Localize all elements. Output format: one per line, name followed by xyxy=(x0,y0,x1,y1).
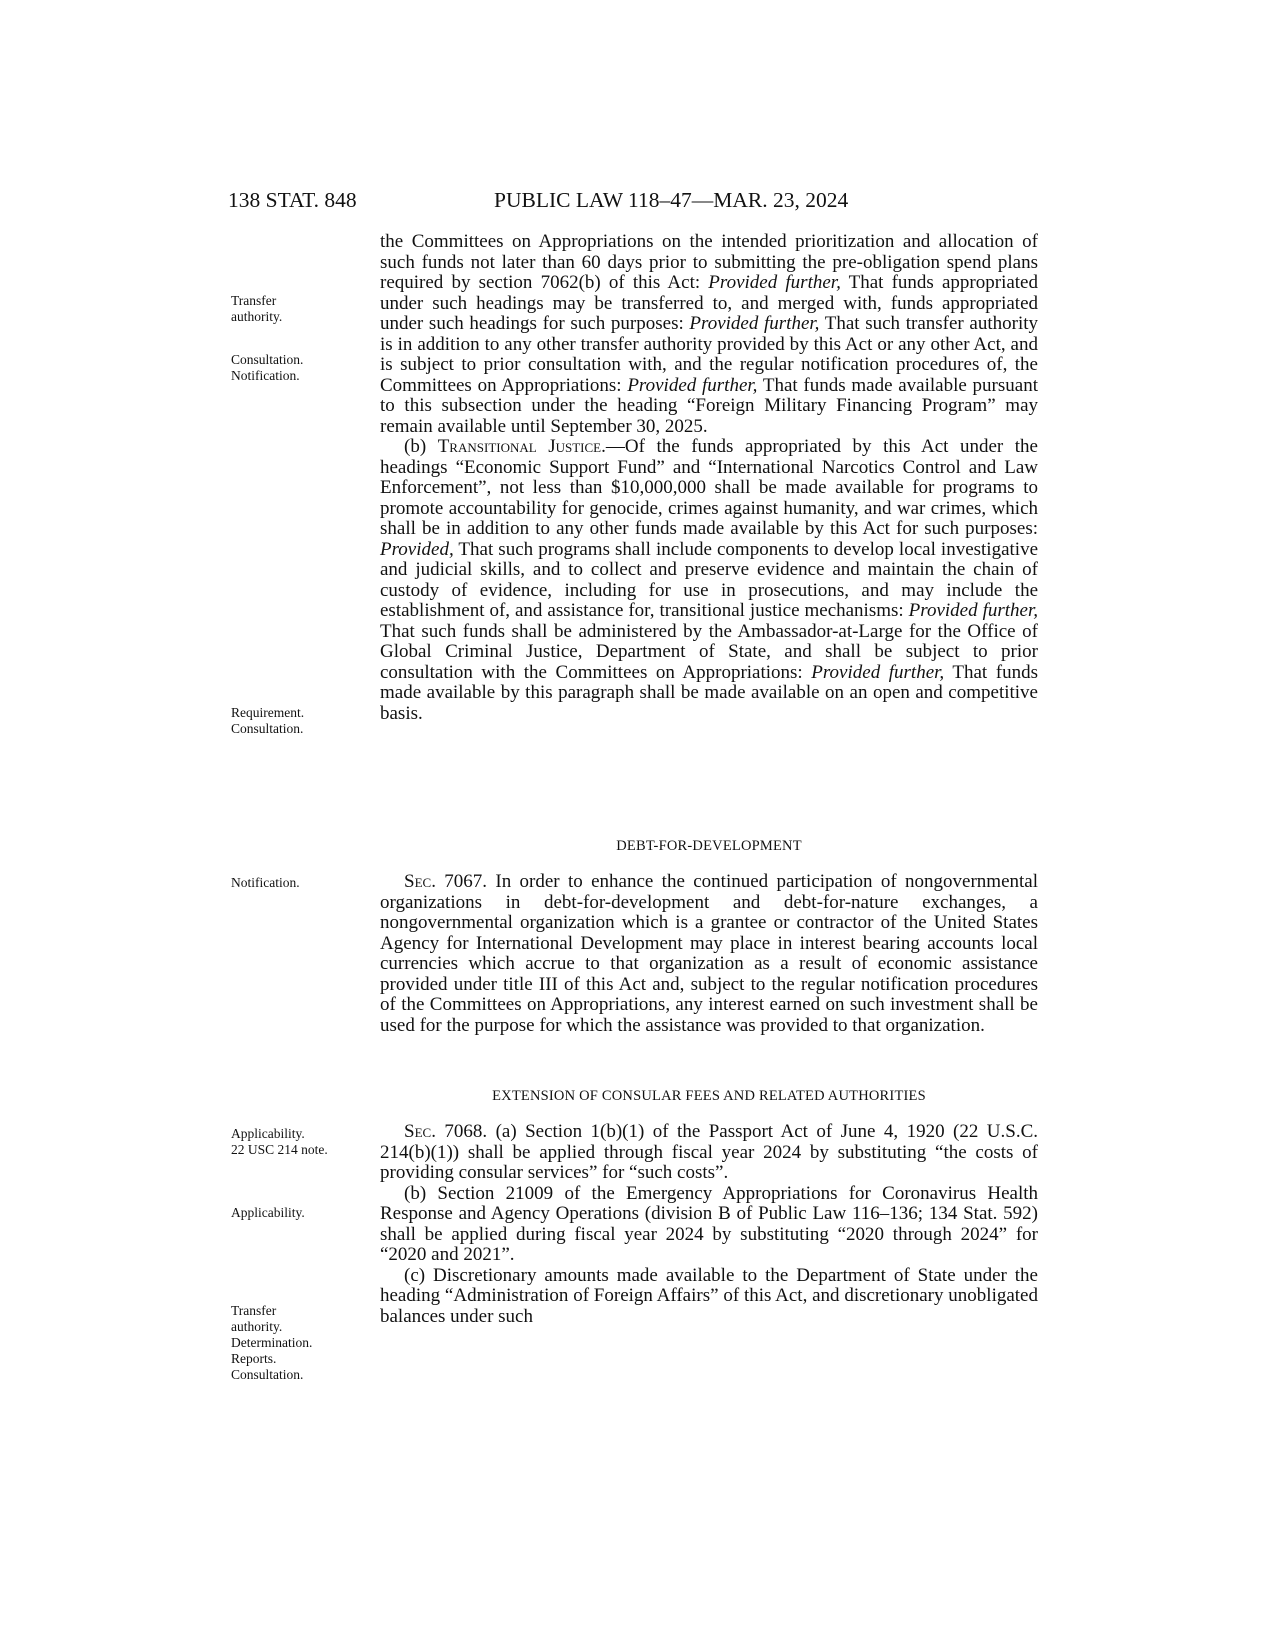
margin-note-line: Transfer xyxy=(231,293,277,308)
section-heading-consular-fees: EXTENSION OF CONSULAR FEES AND RELATED AUTHORITIES xyxy=(492,1088,926,1104)
paragraph-continuation xyxy=(380,232,1038,437)
margin-note-notification xyxy=(231,875,300,891)
page-header xyxy=(228,188,1008,220)
paragraph-transitional-justice xyxy=(380,437,1038,724)
text-run: .—Of the funds appropriated by this Act under the headings “Economic Support Fund” and “International Narcotics Control and Law Enforcement”, not less than $10,000,000 shall be made available for programs to promote accountability for genocide, crimes against humanity, and war crimes, which shall be in addition to any other funds made available by this Act for such purposes: xyxy=(380,436,1038,539)
margin-note-line: Determination. xyxy=(231,1335,313,1350)
text-run: That funds made available pursuant to this subsection under the heading “Foreign Military Financing Program” may remain available until September 30, 2025. xyxy=(380,374,1038,437)
proviso: Provided further, xyxy=(811,661,945,683)
margin-note-line: authority. xyxy=(231,309,283,324)
proviso: Provided further, xyxy=(689,313,820,334)
main-text-block-3 xyxy=(380,1122,1038,1327)
section-heading-debt-for-development: DEBT-FOR-DEVELOPMENT xyxy=(616,838,802,854)
margin-note-line: Requirement. xyxy=(231,705,305,720)
margin-note-applicability-usc xyxy=(231,1126,328,1158)
margin-note-line: Applicability. xyxy=(231,1205,305,1220)
margin-note-line: Notification. xyxy=(231,875,300,890)
margin-note-consultation-notification xyxy=(231,352,303,384)
main-text-block-2 xyxy=(380,872,1038,1036)
text-run: That funds appropriated under such headings may be transferred to, and merged with, funds appropriated under such headings for such purposes: xyxy=(380,272,1038,334)
text-run: the Committees on Appropriations on the intended prioritization and allocation of such funds not later than 60 days prior to submitting the pre-obligation spend plans required by section 7062(b) of this Act: xyxy=(380,231,1038,293)
proviso: Provided, xyxy=(380,538,454,560)
margin-note-line: 22 USC 214 note. xyxy=(231,1142,328,1157)
margin-note-requirement-consultation xyxy=(231,705,304,737)
text-run: That such transfer authority is in addition to any other transfer authority provided by this Act or any other Act, and is subject to prior consultation with, and the regular notification procedures of, the Committees on Appropriations: xyxy=(380,313,1038,396)
proviso: Provided further, xyxy=(908,600,1038,621)
text-run: That such funds shall be administered by the Ambassador-at-Large for the Office of Global Criminal Justice, Department of State, and shall be subject to prior consultation with the Committees on Appropriations: xyxy=(380,620,1038,683)
text-run: . 7068. (a) Section 1(b)(1) of the Passport Act of June 4, 1920 (22 U.S.C. 214(b)(1)) shall be applied through fiscal year 2024 by substituting “the costs of providing consular services” for “such costs”. xyxy=(380,1121,1038,1183)
subsection-caption: Transitional Justice xyxy=(437,436,602,457)
margin-note-line: Transfer xyxy=(231,1303,277,1318)
section-label: Sec xyxy=(404,871,432,892)
margin-note-line: Consultation. xyxy=(231,352,304,367)
paragraph-sec-7068-c: (c) Discretionary amounts made available to the Department of State under the heading “Administration of Foreign Affairs” of this Act, and discretionary unobligated balances under such xyxy=(380,1264,1038,1327)
margin-note-line: authority. xyxy=(231,1319,283,1334)
proviso: Provided further, xyxy=(627,374,758,396)
paragraph-sec-7068-b: (b) Section 21009 of the Emergency Appropriations for Coronavirus Health Response and Agency Operations (division B of Public Law 116–136; 134 Stat. 592) shall be applied during fiscal year 2024 by substituting “2020 through 2024” for “2020 and 2021”. xyxy=(380,1182,1038,1265)
text-run: (b) xyxy=(404,436,438,457)
paragraph-sec-7067 xyxy=(380,872,1038,1036)
text-run: That funds made available by this paragraph shall be made available on an open and competitive basis. xyxy=(380,661,1038,724)
margin-note-line: Consultation. xyxy=(231,721,304,736)
paragraph-sec-7068-a xyxy=(380,1122,1038,1184)
text-run: . 7067. In order to enhance the continued participation of nongovernmental organizations in debt-for-development and debt-for-nature exchanges, a nongovernmental organization which is a grantee or contractor of the United States Agency for International Development may place in interest bearing accounts local currencies which accrue to that organization as a result of economic assistance provided under title III of this Act and, subject to the regular notification procedures of the Committees on Appropriations, any interest earned on such investment shall be used for the purpose for which the assistance was provided to that organization. xyxy=(380,871,1038,1036)
main-text-block-1 xyxy=(380,232,1038,724)
margin-note-transfer-determination xyxy=(231,1303,312,1383)
statute-page-number: 138 STAT. 848 xyxy=(228,188,357,212)
margin-note-applicability xyxy=(231,1205,305,1221)
margin-note-line: Reports. xyxy=(231,1351,277,1366)
margin-note-line: Applicability. xyxy=(231,1126,305,1141)
text-run: That such programs shall include components to develop local investigative and judicial skills, and to collect and preserve evidence and maintain the chain of custody of evidence, including for use in prosecutions, and may include the establishment of, and assistance for, transitional justice mechanisms: xyxy=(380,538,1038,621)
section-label: Sec xyxy=(404,1121,432,1142)
proviso: Provided further, xyxy=(708,272,841,293)
margin-note-line: Notification. xyxy=(231,368,300,383)
margin-note-line: Consultation. xyxy=(231,1367,304,1382)
public-law-title: PUBLIC LAW 118–47—MAR. 23, 2024 xyxy=(494,188,849,212)
margin-note-transfer-authority xyxy=(231,293,282,325)
